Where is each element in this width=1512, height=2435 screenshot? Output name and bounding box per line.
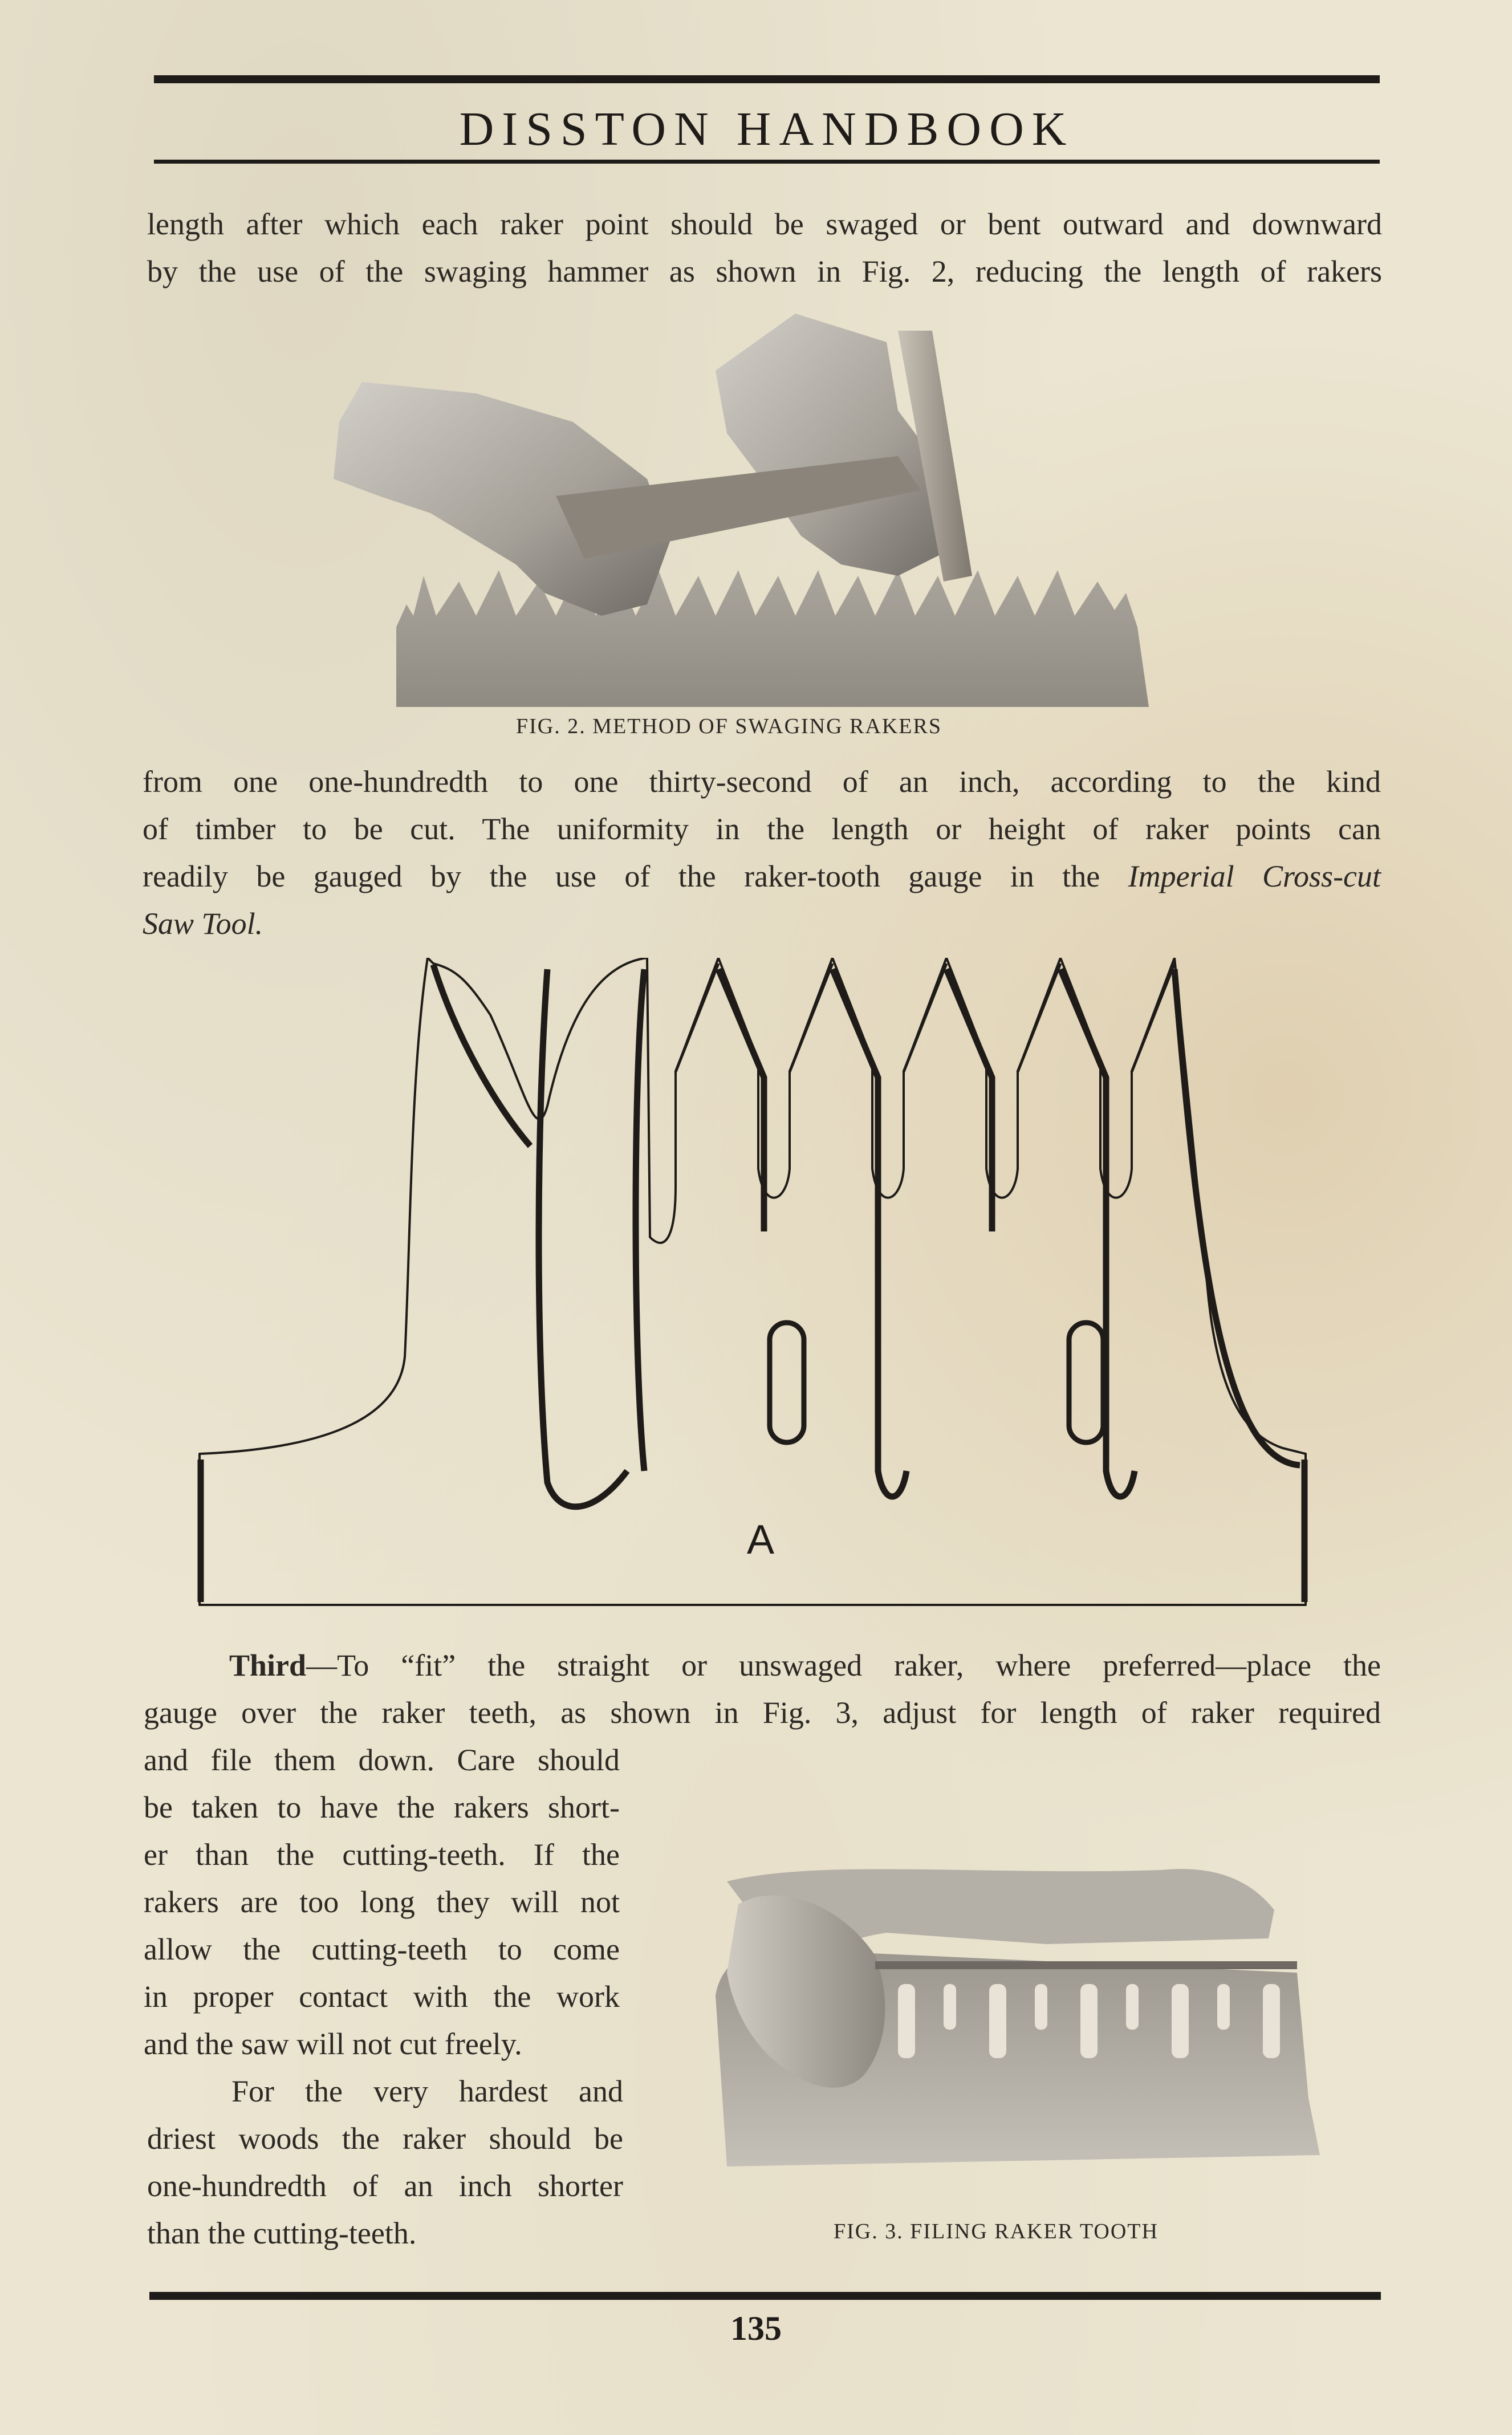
text-run: —To “fit” the straight or unswaged raker, where preferred—place the (306, 1648, 1381, 1682)
figure-3-caption: FIG. 3. FILING RAKER TOOTH (834, 2219, 1159, 2243)
paragraph-hardest-woods (147, 2068, 623, 2257)
text-line: in proper contact with the work (144, 1979, 620, 2014)
header-top-rule (154, 75, 1380, 83)
text-line: be taken to have the rakers short- (144, 1790, 620, 1824)
paragraph-third-step (144, 1642, 1381, 1737)
slot-right (1069, 1323, 1103, 1442)
text-line: er than the cutting-teeth. If the (144, 1838, 620, 1872)
raker-left-thick-edge (433, 965, 530, 1146)
figure-2-caption: FIG. 2. METHOD OF SWAGING RAKERS (516, 714, 942, 738)
text-line: rakers are too long they will not (144, 1885, 620, 1919)
raker-inner-right (636, 969, 644, 1471)
tooth-2-left (790, 964, 832, 1072)
step-lead: Third (229, 1648, 307, 1682)
paragraph-third-step-continued (144, 1737, 620, 2068)
text-line: length after which each raker point should be swaged or bent outward and downward (147, 207, 1382, 241)
slot-left (770, 1323, 804, 1442)
italic-title-run: Imperial Cross-cut (1128, 859, 1381, 893)
text-line: by the use of the swaging hammer as shown in Fig. 2, reducing the length of rakers (147, 254, 1382, 288)
paragraph-intro (147, 201, 1382, 295)
tooth-4-left (1018, 964, 1060, 1072)
text-line: allow the cutting-teeth to come (144, 1932, 620, 1966)
paragraph-uniformity (143, 758, 1381, 948)
tooth-5-left (1132, 964, 1174, 1072)
diagram-label-a: A (747, 1517, 775, 1563)
text-line: and file them down. Care should (144, 1743, 620, 1777)
running-header-title: DISSTON HANDBOOK (459, 103, 1075, 156)
page-number: 135 (730, 2310, 782, 2347)
raker-tooth-gauge-diagram (194, 958, 1311, 1613)
text-line: of timber to be cut. The uniformity in the length or height of raker points can (143, 812, 1381, 846)
text-run: readily be gauged by the use of the raker-tooth gauge in the (143, 859, 1100, 893)
text-line: from one one-hundredth to one thirty-second of an inch, according to the kind (143, 765, 1381, 799)
text-line: Saw Tool. (143, 906, 263, 941)
figure-filing-raker-tooth-photo (704, 1859, 1326, 2178)
figure-swaging-rakers-photo (328, 308, 1194, 718)
tooth-2-right (832, 969, 907, 1497)
tooth-5-right (1174, 969, 1300, 1465)
raker-inner-left (539, 969, 627, 1507)
header-bottom-rule (154, 160, 1380, 164)
text-line: For the very hardest and (231, 2074, 623, 2108)
tooth-3-left (904, 964, 946, 1072)
text-line: than the cutting-teeth. (147, 2216, 417, 2250)
text-line: driest woods the raker should be (147, 2121, 623, 2156)
text-line: and the saw will not cut freely. (144, 2027, 522, 2061)
footer-rule (149, 2292, 1381, 2300)
text-line: one-hundredth of an inch shorter (147, 2169, 623, 2203)
text-line (143, 853, 1381, 900)
text-line: gauge over the raker teeth, as shown in Fig. 3, adjust for length of raker required (144, 1696, 1381, 1730)
tooth-1-left (676, 964, 718, 1072)
text-line (144, 1642, 1381, 1689)
